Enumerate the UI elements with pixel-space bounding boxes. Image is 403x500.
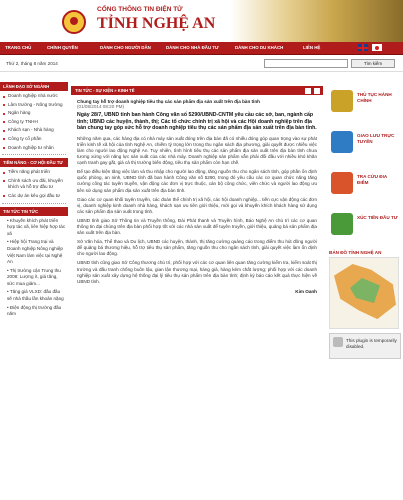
print-icon[interactable] xyxy=(305,88,311,94)
site-header xyxy=(0,0,403,42)
bullet-icon: • xyxy=(7,217,10,223)
sidebar-link[interactable]: Khách sạn - Nhà hàng xyxy=(2,127,66,134)
article-lead: Ngày 28/7, UBND tỉnh ban hành Công văn số 5290/UBND-CNTM yêu cầu các sở, ban, ngành cấp tỉnh; UBND các huyện, thành, thị; Các tổ chức chính trị xã hội và các Hội doanh nghiệp trên địa bàn chung tay góp sức hỗ trợ doanh nghiệp tiêu thụ các sản phẩm địa sản xuất trên địa bàn tỉnh. xyxy=(77,112,317,132)
site-subtitle: CỔNG THÔNG TIN ĐIỆN TỬ xyxy=(97,6,183,13)
nav-home[interactable]: TRANG CHỦ xyxy=(5,45,32,50)
news-link[interactable] xyxy=(2,218,66,238)
main-content xyxy=(71,86,323,500)
english-flag-icon[interactable] xyxy=(358,44,368,51)
online-exchange-tile[interactable] xyxy=(327,127,403,165)
news-link-label: Thị trường cận Trung thu 2008: Lượng ít, giá tăng, sức mua giảm... xyxy=(7,267,61,286)
sidebar-box-title: TIỀM NĂNG - CƠ HỘI ĐẦU TƯ xyxy=(0,158,68,167)
nav-investors[interactable]: DÀNH CHO NHÀ ĐẦU TƯ xyxy=(166,45,219,50)
sidebar-box-title: TIN TỨC TIN TỨC xyxy=(0,207,68,216)
main-nav xyxy=(0,42,403,55)
sidebar-link[interactable]: Tiềm năng phát triển xyxy=(2,169,66,176)
site-logo[interactable] xyxy=(62,10,86,34)
sidebar-link[interactable]: Công ty cổ phần xyxy=(2,136,66,143)
disabled-plugin xyxy=(329,333,401,359)
article-paragraph: Giao các cơ quan khối tuyên truyền, các đoàn thể chính trị xã hội, các hội doanh nghiệp... tiến cực vận động các đơn vị, doanh nghiệp kinh doanh nhà hàng, khách sạn ưu tiên giới thiệu, mời gọi và khuyến khích khách hàng sử dụng các sản phẩm địa sản xuất trong tỉnh. xyxy=(77,196,317,214)
sidebar-link[interactable]: Doanh nghiệp nhà nước xyxy=(2,93,66,100)
bullet-icon: • xyxy=(7,239,10,245)
nav-tourists[interactable]: DÀNH CHO DU KHÁCH xyxy=(235,45,284,50)
news-link[interactable] xyxy=(2,268,66,288)
bullet-icon: • xyxy=(7,304,10,310)
news-link[interactable] xyxy=(2,289,66,302)
chat-icon xyxy=(331,131,353,153)
news-link[interactable] xyxy=(2,239,66,265)
site-title: TỈNH NGHỆ AN xyxy=(97,15,216,32)
news-link[interactable] xyxy=(2,305,66,318)
current-date: Thứ 2, tháng 8 năm 2014 xyxy=(6,61,58,66)
section-heading xyxy=(71,86,323,95)
map-pin-icon xyxy=(331,172,353,194)
news-link-label: Khuyến khích phát triển hợp tác xã, liên hiệp hợp tác xã xyxy=(7,217,66,236)
nav-government[interactable]: CHÍNH QUYỀN xyxy=(47,45,78,50)
province-map[interactable] xyxy=(329,257,399,329)
sidebar-link[interactable]: Công ty TNHH xyxy=(2,119,66,126)
date-search-bar xyxy=(0,56,403,72)
sidebar-link[interactable]: Ngân hàng xyxy=(2,110,66,117)
article-title: Chung tay hỗ trợ doanh nghiệp tiêu thụ các sản phẩm địa sản xuất trên địa bàn tỉnh xyxy=(77,99,260,104)
japanese-flag-icon[interactable] xyxy=(372,44,382,51)
news-link-label: Tăng giá VLXD: đầu đầu sẽ nhà thầu lần khoản nặng xyxy=(7,289,64,302)
document-icon xyxy=(331,90,353,112)
news-link-label: Hiệp hội Trang trại và Doanh nghiệp Nông nghiệp Việt Nam làm việc tại Nghệ An xyxy=(7,239,63,265)
location-lookup-tile[interactable] xyxy=(327,168,403,206)
investment-promotion-tile[interactable] xyxy=(327,209,403,247)
bullet-icon: • xyxy=(7,289,10,295)
left-sidebar xyxy=(0,82,68,500)
plugin-message: This plugin is temporarily disabled. xyxy=(346,338,397,349)
map-title: BẢN ĐỒ TỈNH NGHỆ AN xyxy=(329,250,382,255)
bullet-icon: • xyxy=(7,267,10,273)
right-sidebar xyxy=(327,86,403,500)
chart-icon xyxy=(331,213,353,235)
admin-procedures-tile[interactable] xyxy=(327,86,403,124)
sidebar-link[interactable]: Lâm trường - Nông trường xyxy=(2,102,66,109)
article-author: Kim Oanh xyxy=(295,288,317,294)
news-link-label: Điện động thị trường đầu năm xyxy=(7,304,62,317)
tile-label: TRA CỨU ĐIA ĐIỂM xyxy=(357,174,388,185)
article xyxy=(71,95,323,298)
search-button[interactable]: Tìm kiếm xyxy=(351,59,395,68)
nav-citizens[interactable]: DÀNH CHO NGƯỜI DÂN xyxy=(100,45,151,50)
divider xyxy=(2,203,66,204)
divider xyxy=(2,154,66,155)
sidebar-link[interactable]: Doanh nghiệp tư nhân xyxy=(2,145,66,152)
article-paragraph: UBND tỉnh giao Sở Thông tin và Truyền thông, Đài Phát thanh và Truyền hình, Báo Nghệ An chủ trì các cơ quan thông tin đại chúng trên địa bàn phối hợp tốt với các nhà sản xuất để tuyên truyền, giới thiệu, quảng bá sản phẩm địa sản xuất trên địa bàn. xyxy=(77,217,317,236)
plugin-icon xyxy=(333,337,343,347)
article-paragraph: UBND tỉnh cũng giao Sở Công thương chủ trì, phối hợp với các cơ quan liên quan tăng cường kiểm tra, kiểm soát thị trường và đấu tranh chống buôn lậu, gian lận thương mại, hàng giả, hàng kém chất lượng; phối hợp với các doanh nghiệp sản xuất xây dựng hệ thống đại lý tiêu thụ sản phẩm trên địa bàn tỉnh; định kỳ báo cáo kết quả thực hiện về UBND tỉnh. xyxy=(77,260,317,284)
article-paragraph: Để tạo điều kiện tăng việc làm và thu nhập cho người lao động, tăng nguồn thu cho ngân sách tỉnh, góp phần ổn định quốc phòng, an ninh, UBND tỉnh đã ban hành Công văn số 5290, trong đó yêu cầu các cơ quan chức năng tăng cường công tác tuyên truyền, vận động các đơn vị trực thuộc, cán bộ công chức, viên chức và người lao động ưu tiên sử dụng sản phẩm địa sản xuất trên địa bàn tỉnh. xyxy=(77,169,317,193)
search-input[interactable] xyxy=(264,59,348,68)
article-date: (01/08/2014 08:20 PM) xyxy=(77,104,124,109)
nav-contact[interactable]: LIÊN HỆ xyxy=(303,45,321,50)
breadcrumb[interactable]: TIN TỨC - SỰ KIỆN » KINH TẾ xyxy=(75,88,135,93)
sidebar-box-title: LÃNH ĐẠO SỞ NGÀNH xyxy=(0,82,68,91)
email-icon[interactable] xyxy=(314,88,320,94)
article-paragraph: Những năm qua, các hàng địa có nhà máy sản xuất đóng trên địa bàn đã có nhiều đóng góp quan trọng vào sự phát triển kinh tế xã hội của tỉnh Nghệ An, chiếm tỷ trọng lớn trong thu ngân sách địa phương, giải quyết được nhiều việc làm cho người lao động Nghệ An. Tuy nhiên, tình hình tiêu thụ các sản phẩm địa sản xuất trên địa bàn tỉnh chưa tương xứng với năng lực sản xuất của các nhà máy. Doanh nghiệp sản phẩm vẫn phải đối đầu với nhiều khó khăn cạnh tranh gay gắt, giá cả thị trường biến động, tiêu thụ sản phẩm còn hạn chế. xyxy=(77,135,317,166)
article-paragraph: Sở Văn hóa, Thể thao và Du lịch, UBND các huyện, thành, thị tăng cường quảng cáo trong điểm thu hút đông người để quảng bá thương hiệu, hỗ trợ tiêu thụ sản phẩm, tăng nguồn thu cho ngân sách tỉnh, giải quyết việc làm ổn định cho người lao động. xyxy=(77,239,317,257)
sidebar-link[interactable]: Chính sách ưu đãi, khuyến khích và hỗ trợ đầu tư xyxy=(2,178,66,191)
tile-label: THỦ TỤC HÀNH CHÍNH xyxy=(357,92,392,103)
header-banner-image xyxy=(230,0,403,42)
sidebar-link[interactable]: Các dự án kêu gọi đầu tư xyxy=(2,193,66,200)
tile-label: XÚC TIẾN ĐẦU TƯ xyxy=(357,215,398,220)
tile-label: GIAO LƯU TRỰC TUYẾN xyxy=(357,133,395,144)
